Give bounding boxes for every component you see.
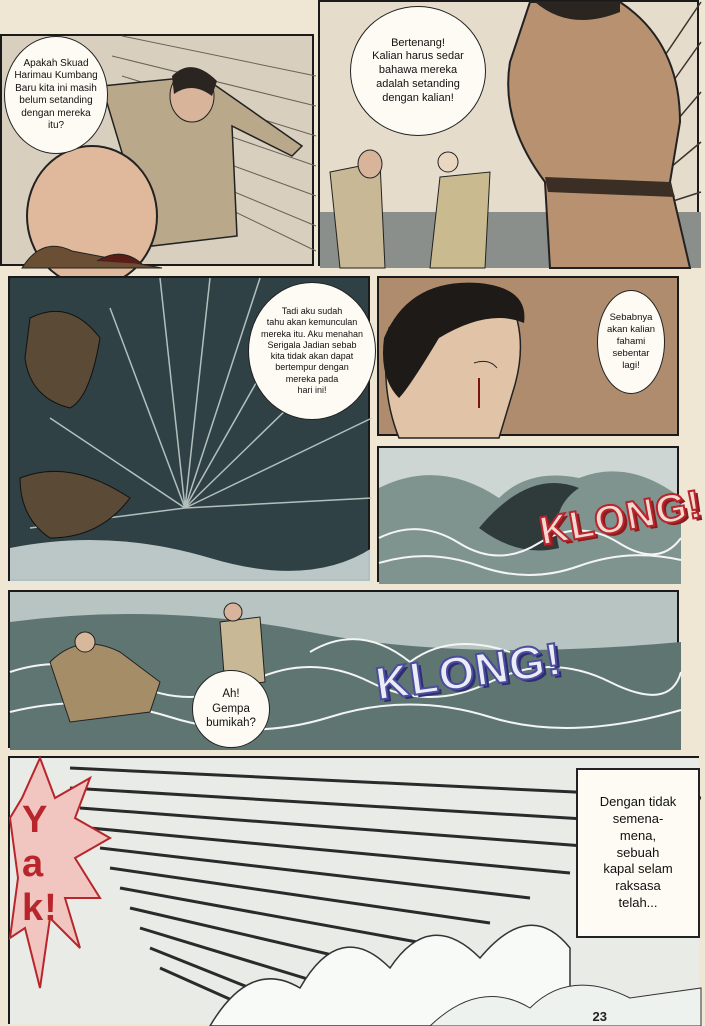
panel-6-art [10, 592, 681, 750]
sfx-yak: Yak! [22, 799, 58, 929]
sfx-klong-2: KLONG! [372, 632, 566, 710]
panel-3 [8, 276, 370, 581]
panel-6 [8, 590, 679, 748]
panel-7 [8, 756, 699, 1024]
panel-1 [0, 34, 314, 266]
speech-bubble-2: Bertenang! Kalian harus sedar bahawa mereka adalah setanding dengan kalian! [350, 6, 486, 136]
page-number: 23 [592, 1009, 607, 1024]
panel-5 [377, 446, 705, 582]
speech-bubble-4: Sebabnya akan kalian fahami sebentar lagi! [597, 290, 665, 394]
narration-caption: Dengan tidak semena- mena, sebuah kapal selam raksasa telah... [576, 768, 700, 938]
speech-bubble-1: Apakah Skuad Harimau Kumbang Baru kita ini masih belum setanding dengan mereka itu? [4, 36, 108, 154]
speech-bubble-5: Ah! Gempa bumikah? [192, 670, 270, 748]
panel-4 [377, 276, 679, 436]
panel-2 [318, 0, 699, 266]
speech-bubble-3: Tadi aku sudah tahu akan kemunculan mereka itu. Aku menahan Serigala Jadian sebab kita tidak akan dapat bertempur dengan mereka pada hari ini! [248, 282, 376, 420]
sfx-klong-1: KLONG! [536, 482, 705, 554]
